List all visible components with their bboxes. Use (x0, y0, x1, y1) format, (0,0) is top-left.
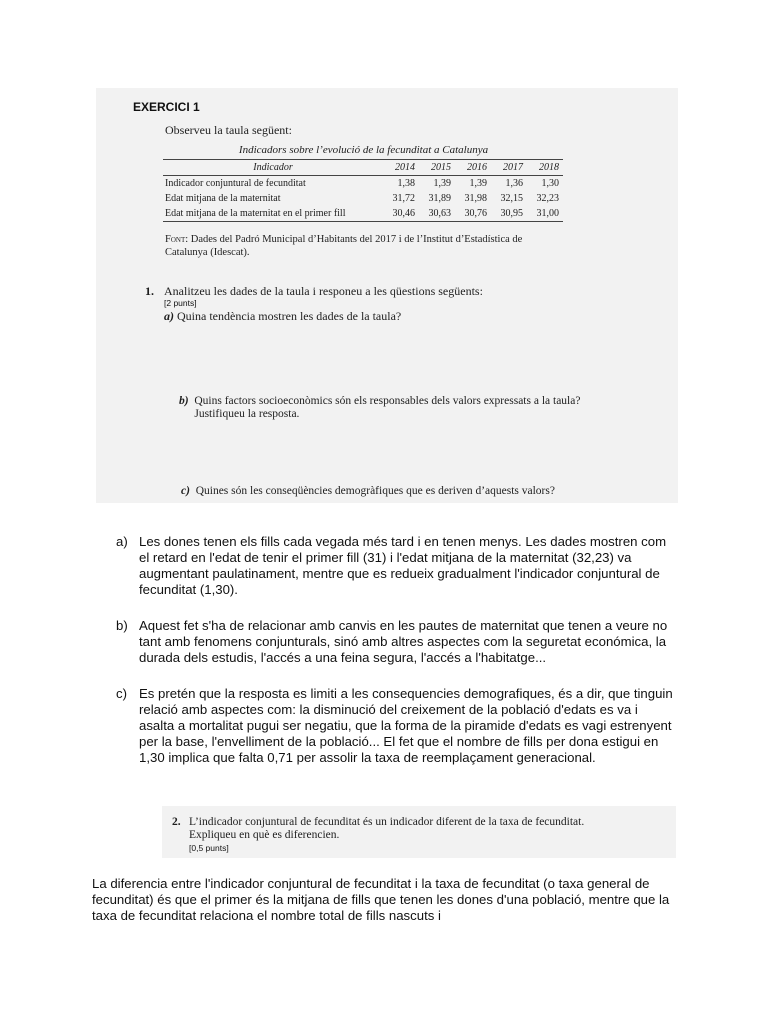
table-cell: 30,46 (383, 206, 419, 222)
table-cell: 1,39 (433, 178, 452, 189)
question-2-number: 2. (172, 816, 181, 828)
table-cell: 31,89 (428, 193, 452, 204)
column-header: 2015 (419, 160, 455, 176)
table-cell: 31,72 (392, 193, 416, 204)
table-cell: Edat mitjana de la maternitat (165, 193, 281, 204)
table-cell: 31,00 (527, 206, 563, 222)
table-row (163, 206, 563, 222)
table-cell: 32,15 (500, 193, 523, 204)
source-text: Dades del Padró Municipal d’Habitants del 2017 i de l’Institut d’Estadística de Catalunya (Idescat). (165, 234, 523, 258)
table-row (163, 191, 563, 206)
table-cell: 30,63 (419, 206, 455, 222)
table-cell: 32,23 (536, 193, 559, 204)
table-cell: 30,76 (455, 206, 491, 222)
table-cell: 31,98 (464, 193, 487, 204)
table-caption: Indicadors sobre l’evolució de la fecunditat a Catalunya (238, 144, 489, 156)
exercise-title: EXERCICI 1 (133, 100, 200, 114)
question-2-points: [0,5 punts] (189, 843, 229, 853)
table-cell: Edat mitjana de la maternitat en el primer fill (163, 206, 383, 222)
column-header: 2014 (383, 160, 419, 176)
table-cell: 1,38 (397, 178, 416, 189)
question-2-answer: La diferencia entre l'indicador conjuntural de fecunditat i la taxa de fecunditat (o taxa general de fecunditat) és que el primer és la mitjana de fills que tenen les dones d'una població, mentre que la taxa de fecunditat relaciona el nombre total de fills nascuts i (92, 876, 670, 923)
fertility-indicators-table (163, 159, 563, 222)
source-label: Font: (165, 234, 189, 245)
question-1a (164, 309, 401, 324)
question-1a-label: a) (164, 309, 174, 323)
question-1-number: 1. (145, 284, 154, 298)
table-row (163, 176, 563, 192)
answer-marker: c) (116, 686, 127, 701)
answer-item (116, 686, 676, 766)
answer-item (116, 534, 676, 598)
table-cell: 1,39 (469, 178, 487, 189)
answer-text: Es pretén que la resposta es limiti a les consequencies demografiques, és a dir, que tinguin relació amb aspectes com: la disminució del creixement de la població d'edats es va i asalta a mortalitat pugui ser negatiu, que la forma de la piramide d'edats es vagi estrenyent per la base, l'envelliment de la població... El fet que el nombre de fills per dona estigui en 1,30 implica que falta 0,71 per assolir la taxa de reemplaçament generacional. (139, 686, 673, 765)
answer-marker: b) (116, 618, 128, 633)
table-cell: Indicador conjuntural de fecunditat (165, 178, 306, 189)
question-1-points: [2 punts] (164, 298, 197, 308)
table-header-row (163, 160, 563, 176)
answer-marker: a) (116, 534, 128, 549)
question-1b-text: Quins factors socioeconòmics són els responsables dels valors expressats a la taula? Justifiqueu la resposta. (194, 395, 581, 420)
question-1c (181, 485, 555, 497)
question-1b (179, 395, 624, 421)
column-header: 2018 (527, 160, 563, 176)
answers-list (116, 534, 676, 786)
answer-text: Les dones tenen els fills cada vegada més tard i en tenen menys. Les dades mostren com el retard en l'edat de tenir el primer fill (31) i l'edat mitjana de la maternitat (32,23) va augmentant paulatinament, mentre que es redueix gradualment l'indicador conjuntural de fecunditat (1,30). (139, 534, 667, 597)
table-cell: 1,30 (541, 178, 559, 189)
question-1a-text: Quina tendència mostren les dades de la taula? (177, 309, 402, 323)
table-cell: 1,36 (505, 178, 523, 189)
column-header: 2017 (491, 160, 527, 176)
question-1c-label: c) (181, 485, 190, 497)
table-cell: 30,95 (491, 206, 527, 222)
exercise-intro: Observeu la taula següent: (165, 123, 292, 137)
answer-item (116, 618, 676, 666)
question-1b-label: b) (179, 395, 189, 407)
column-header: 2016 (455, 160, 491, 176)
column-header: Indicador (163, 160, 383, 176)
question-1-text: Analitzeu les dades de la taula i responeu a les qüestions següents: (164, 284, 483, 298)
question-1c-text: Quines són les conseqüències demogràfiques que es deriven d’aquests valors? (195, 485, 555, 497)
question-2-text: L’indicador conjuntural de fecunditat és un indicador diferent de la taxa de fecunditat. Expliqueu en què es diferencien. (189, 816, 585, 841)
answer-text: Aquest fet s'ha de relacionar amb canvis en les pautes de maternitat que tenen a veure no tant amb fenomens conjunturals, sinó amb altres aspectes com la seguretat económica, la durada dels estudis, l'accés a una feina segura, l'accés a l'habitatge... (139, 618, 668, 665)
table-source-note (165, 233, 565, 259)
